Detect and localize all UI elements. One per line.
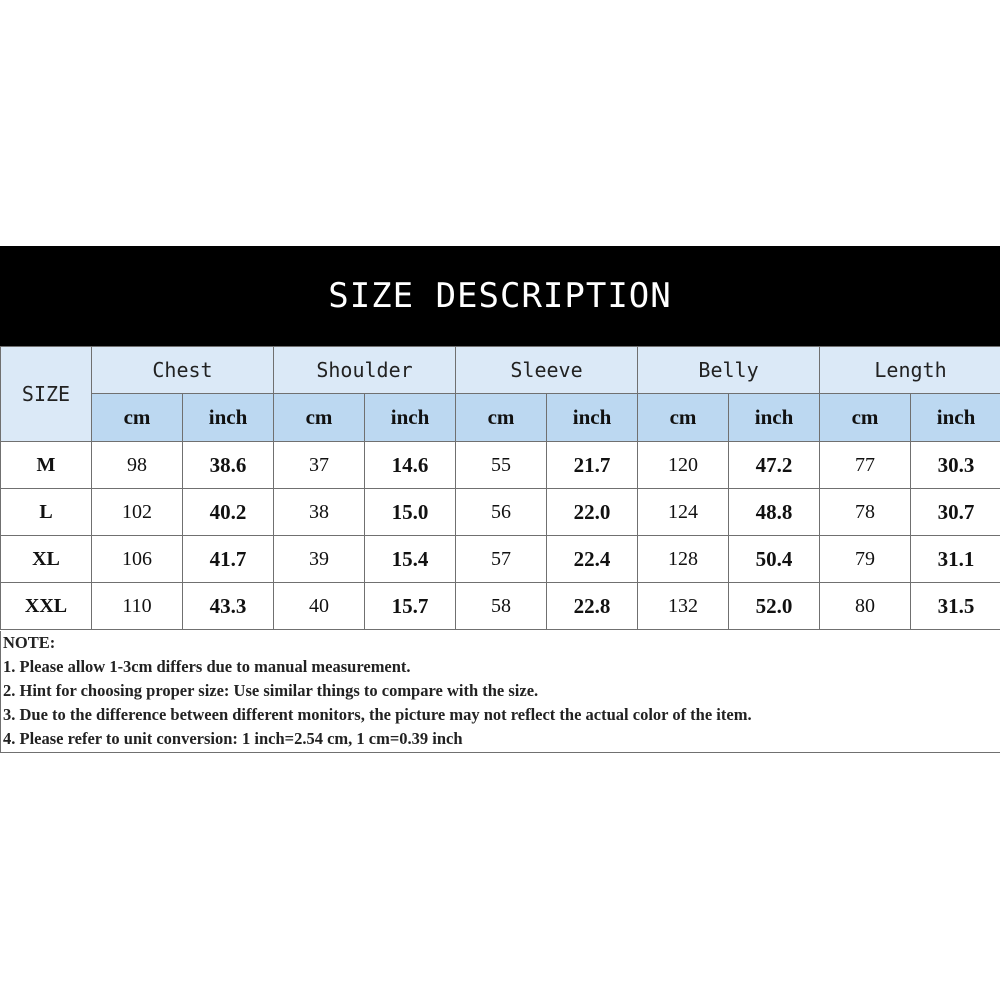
page-title: SIZE DESCRIPTION [0, 246, 1000, 346]
unit-header: inch [547, 394, 638, 442]
cell-value: 21.7 [547, 442, 638, 489]
cell-value: 40.2 [183, 489, 274, 536]
cell-value: 78 [820, 489, 911, 536]
cell-value: 50.4 [729, 536, 820, 583]
cell-value: 38 [274, 489, 365, 536]
group-header-belly: Belly [638, 347, 820, 394]
group-header-shoulder: Shoulder [274, 347, 456, 394]
size-label: L [1, 489, 92, 536]
unit-header: cm [456, 394, 547, 442]
cell-value: 102 [92, 489, 183, 536]
cell-value: 128 [638, 536, 729, 583]
cell-value: 110 [92, 583, 183, 630]
unit-header: cm [92, 394, 183, 442]
cell-value: 80 [820, 583, 911, 630]
cell-value: 120 [638, 442, 729, 489]
cell-value: 43.3 [183, 583, 274, 630]
cell-value: 58 [456, 583, 547, 630]
unit-header-row [1, 394, 1000, 442]
note-item: 1. Please allow 1-3cm differs due to manual measurement. [3, 657, 411, 676]
cell-value: 55 [456, 442, 547, 489]
unit-header: cm [820, 394, 911, 442]
cell-value: 56 [456, 489, 547, 536]
cell-value: 106 [92, 536, 183, 583]
size-label: XL [1, 536, 92, 583]
group-header-length: Length [820, 347, 1000, 394]
table-row [1, 442, 1000, 489]
cell-value: 15.0 [365, 489, 456, 536]
size-table [0, 346, 1000, 630]
table-row [1, 583, 1000, 630]
cell-value: 40 [274, 583, 365, 630]
note-item: 3. Due to the difference between different monitors, the picture may not reflect the actual color of the item. [3, 705, 752, 724]
cell-value: 31.5 [911, 583, 1000, 630]
cell-value: 132 [638, 583, 729, 630]
cell-value: 57 [456, 536, 547, 583]
group-header-sleeve: Sleeve [456, 347, 638, 394]
cell-value: 39 [274, 536, 365, 583]
cell-value: 37 [274, 442, 365, 489]
size-column-header: SIZE [1, 347, 92, 442]
cell-value: 30.7 [911, 489, 1000, 536]
note-item: 2. Hint for choosing proper size: Use similar things to compare with the size. [3, 681, 539, 700]
cell-value: 77 [820, 442, 911, 489]
table-row [1, 489, 1000, 536]
cell-value: 22.0 [547, 489, 638, 536]
size-label: M [1, 442, 92, 489]
notes-box [0, 631, 1000, 753]
cell-value: 47.2 [729, 442, 820, 489]
cell-value: 52.0 [729, 583, 820, 630]
cell-value: 15.7 [365, 583, 456, 630]
cell-value: 30.3 [911, 442, 1000, 489]
cell-value: 41.7 [183, 536, 274, 583]
cell-value: 79 [820, 536, 911, 583]
size-label: XXL [1, 583, 92, 630]
cell-value: 22.4 [547, 536, 638, 583]
cell-value: 14.6 [365, 442, 456, 489]
cell-value: 124 [638, 489, 729, 536]
unit-header: inch [365, 394, 456, 442]
notes-heading: NOTE: [3, 633, 56, 652]
unit-header: cm [638, 394, 729, 442]
cell-value: 38.6 [183, 442, 274, 489]
cell-value: 22.8 [547, 583, 638, 630]
table-row [1, 536, 1000, 583]
group-header-row [1, 347, 1000, 394]
unit-header: inch [183, 394, 274, 442]
cell-value: 31.1 [911, 536, 1000, 583]
group-header-chest: Chest [92, 347, 274, 394]
cell-value: 98 [92, 442, 183, 489]
note-item: 4. Please refer to unit conversion: 1 inch=2.54 cm, 1 cm=0.39 inch [3, 729, 463, 748]
unit-header: inch [911, 394, 1000, 442]
cell-value: 15.4 [365, 536, 456, 583]
cell-value: 48.8 [729, 489, 820, 536]
unit-header: inch [729, 394, 820, 442]
unit-header: cm [274, 394, 365, 442]
